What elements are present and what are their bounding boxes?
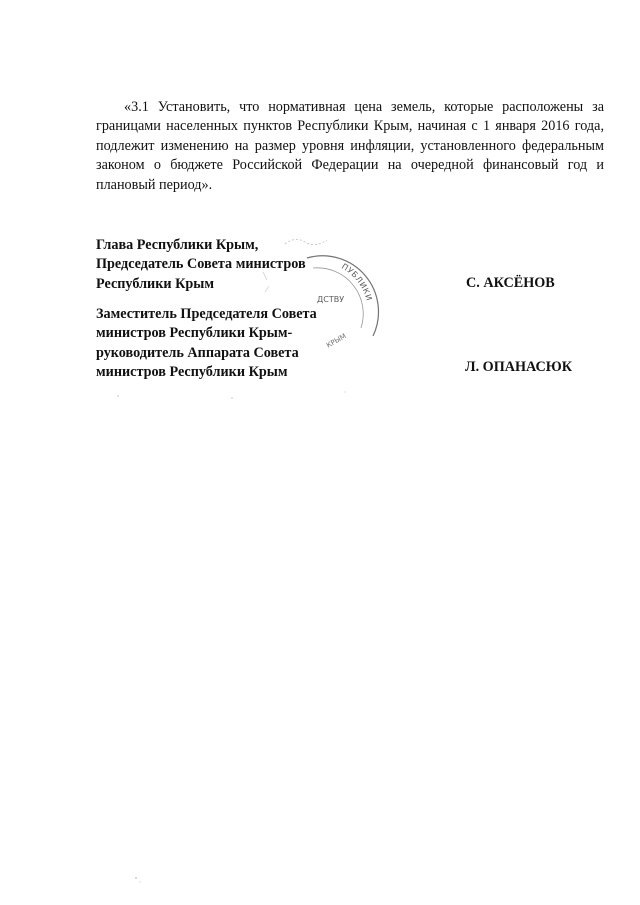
signatory-1-title-line: Республики Крым — [96, 275, 215, 292]
signatory-2-title-line: руководитель Аппарата Совета — [96, 344, 299, 361]
scan-speck — [345, 392, 346, 393]
signature-marks — [263, 272, 269, 292]
seal-fragment-text-2: КРЫМ — [325, 332, 348, 350]
signature-scribble — [285, 239, 327, 244]
seal-arc-textpath: ПУБЛИКИ — [339, 261, 374, 303]
resolution-paragraph: «3.1 Установить, что нормативная цена земель, которые расположены за границами населенных пунктов Республики Крым, начиная с 1 января 2016 года, подлежит изменению на размер уровня инфляции, установленного федеральным законом о бюджете Российской Федерации на очередной финансовый год и плановый период». — [96, 99, 604, 193]
signatory-1-title-line: Глава Республики Крым, — [96, 237, 259, 253]
scan-speck — [117, 395, 118, 396]
scan-speck — [231, 397, 232, 398]
signatory-2-title-line: министров Республики Крым — [96, 364, 288, 381]
scan-speck — [140, 882, 141, 883]
signatory-2-title-line: министров Республики Крым- — [96, 325, 293, 342]
official-seal-icon — [255, 232, 385, 362]
seal-fragment-text: ДСТВУ — [317, 295, 345, 304]
signatory-1-title-line: Председатель Совета министров — [96, 256, 306, 273]
signatory-2-title-line: Заместитель Председателя Совета — [96, 306, 317, 322]
signatory-1-name: С. АКСЁНОВ — [466, 275, 555, 291]
signatory-2-name: Л. ОПАНАСЮК — [465, 359, 573, 375]
scan-speck — [135, 877, 136, 878]
